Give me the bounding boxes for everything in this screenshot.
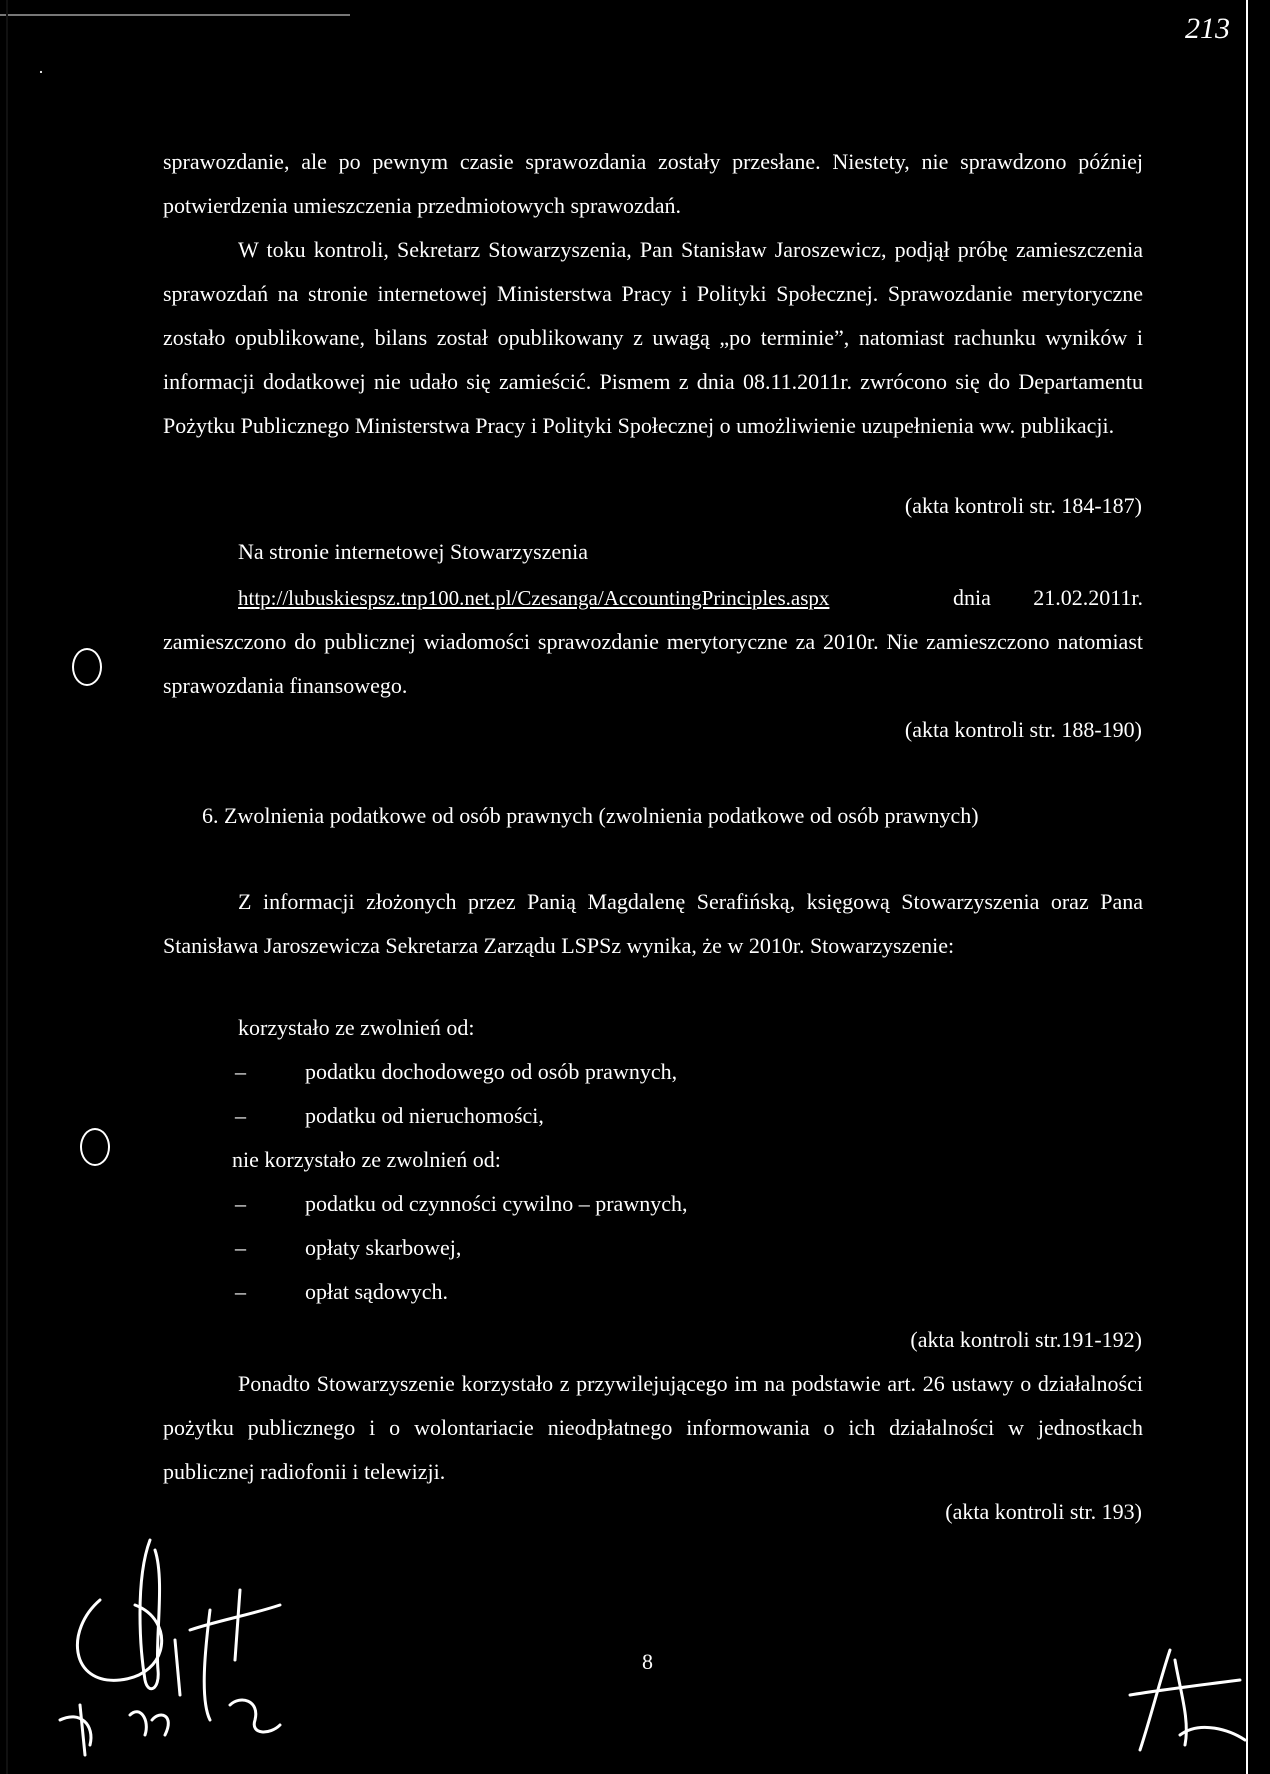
reference-1: (akta kontroli str. 184-187) (904, 493, 1142, 518)
paragraph-3: dnia 21.02.2011r. zamieszczono do publicznej wiadomości sprawozdanie merytoryczne za 2010r. Nie zamieszczono natomiast sprawozdania finansowego. (163, 585, 1143, 698)
punch-hole-2 (80, 1128, 110, 1166)
scan-edge-right (1246, 0, 1248, 1774)
paragraph-5: Ponadto Stowarzyszenie korzystało z przywilejującego im na podstawie art. 26 ustawy o działalności pożytku publicznego i o wolontariacie nieodpłatnego informowania o ich działalności w jednostkach publicznej radiofonii i telewizji. (163, 1371, 1143, 1484)
unused-exemptions-intro: nie korzystało ze zwolnień od: (232, 1147, 501, 1172)
used-exemptions-intro: korzystało ze zwolnień od: (238, 1015, 475, 1040)
reference-3: (akta kontroli str.191-192) (910, 1327, 1142, 1352)
paragraph-3-intro: Na stronie internetowej Stowarzyszenia (238, 539, 589, 564)
paragraph-1: sprawozdanie, ale po pewnym czasie sprawozdania zostały przesłane. Niestety, nie sprawdzono później potwierdzenia umieszczenia przedmiotowych sprawozdań. (163, 149, 1143, 218)
document-page: 213 · sprawozdanie, ale po pewnym czasie sprawozdania zostały przesłane. Niestety, nie sprawdzono później potwierdzenia umieszczenia przedmiotowych sprawozdań. W toku kontroli, Sekretarz Stowarzyszenia, Pan Stanisław Jaroszewicz, podjął próbę zamieszczenia sprawozdań na stronie internetowej Ministerstwa Pracy i Polityki Społecznej. Sprawozdanie merytoryczne zostało opublikowane, bilans został opublikowany z uwagą „po terminie”, natomiast rachunku wyników i informacji dodatkowej nie udało się zamieścić. Pismem z dnia 08.11.2011r. zwrócono się do Departamentu Pożytku Publicznego Ministerstwa Pracy i Polityki Społecznej o umożliwienie uzupełnienia ww. publikacji. (akta kontroli str. 184-187) Na stronie internetowej Stowarzyszenia http://lubuskiespsz.tnp100.net.pl/Czesanga/AccountingPrinciples.aspx dnia 21.02.2011r. zamieszczono do publicznej wiadomości sprawozdanie merytoryczne za 2010r. Nie zamieszczono natomiast sprawozdania finansowego. (akta kontroli str. 188-190) 6. Zwolnienia podatkowe od osób prawnych (zwolnienia podatkowe od osób prawnych) Z informacji złożonych przez Panią Magdalenę Serafińską, księgową Stowarzyszenia oraz Pana Stanisława Jaroszewicza Sekretarza Zarządu LSPSz wynika, że w 2010r. Stowarzyszenie: korzystało ze zwolnień od: – podatku dochodowego od osób prawnych, – podatku od nieruchomości, nie korzystało ze zwolnień od: – podatku od czynności cywilno – prawnych, – opłaty skarbowej, – opłat sądowych. (akta kontroli str.191-192) Ponadto Stowarzyszenie korzystało z przywilejującego im na podstawie art. 26 ustawy o działalności pożytku publicznego i o wolontariacie nieodpłatnego informowania o ich działalności w jednostkach publicznej radiofonii i telewizji. (akta kontroli str. 193) 8 (0, 0, 1270, 1774)
paragraph-2: W toku kontroli, Sekretarz Stowarzyszenia, Pan Stanisław Jaroszewicz, podjął próbę zamieszczenia sprawozdań na stronie internetowej Ministerstwa Pracy i Polityki Społecznej. Sprawozdanie merytoryczne zostało opublikowane, bilans został opublikowany z uwagą „po terminie”, natomiast rachunku wyników i informacji dodatkowej nie udało się zamieścić. Pismem z dnia 08.11.2011r. zwrócono się do Departamentu Pożytku Publicznego Ministerstwa Pracy i Polityki Społecznej o umożliwienie uzupełnienia ww. publikacji. (163, 237, 1143, 438)
page-stamp-number: 213 (1185, 12, 1230, 45)
reference-4: (akta kontroli str. 193) (945, 1499, 1142, 1524)
signature-right (1120, 1640, 1260, 1760)
punch-hole-1 (72, 648, 102, 686)
scan-edge-line (0, 14, 350, 16)
reference-2: (akta kontroli str. 188-190) (904, 717, 1142, 742)
paragraph-4: Z informacji złożonych przez Panią Magdalenę Serafińską, księgową Stowarzyszenia oraz Pana Stanisława Jaroszewicza Sekretarza Zarządu LSPSz wynika, że w 2010r. Stowarzyszenie: (163, 889, 1143, 958)
page-number: 8 (642, 1649, 653, 1674)
section-heading-6: 6. Zwolnienia podatkowe od osób prawnych (zwolnienia podatkowe od osób prawnych) (202, 803, 979, 828)
website-link[interactable]: http://lubuskiespsz.tnp100.net.pl/Czesanga/AccountingPrinciples.aspx (238, 586, 830, 610)
scan-edge-left (6, 0, 8, 1774)
margin-mark-1: · (38, 62, 44, 82)
signature-initials-left (40, 1520, 340, 1760)
